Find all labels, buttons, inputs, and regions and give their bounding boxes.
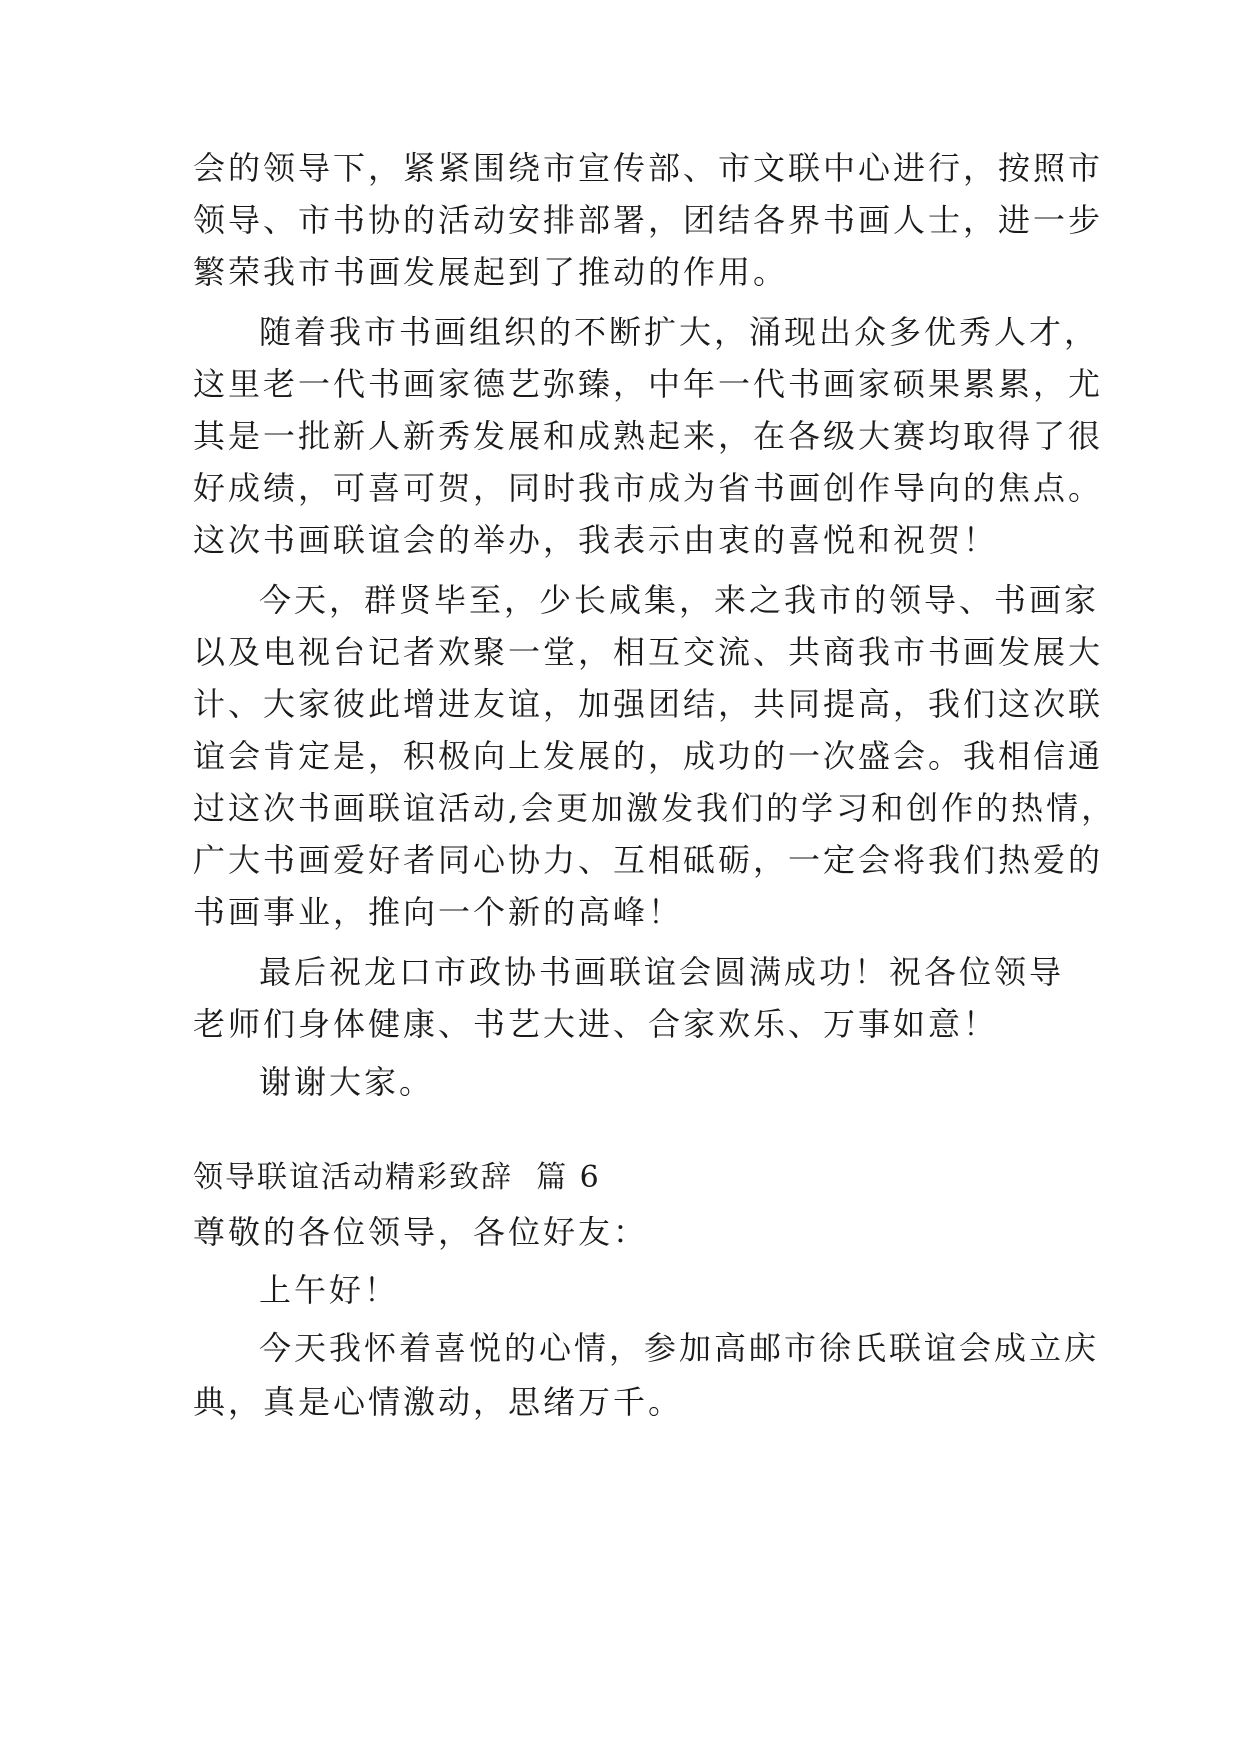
text-line: 典，真是心情激动，思绪万千。	[193, 1383, 684, 1421]
text-line: 谊会肯定是，积极向上发展的，成功的一次盛会。我相信通	[193, 737, 1104, 775]
section-heading: 领导联谊活动精彩致辞 篇 6	[193, 1160, 601, 1195]
text-line: 过这次书画联谊活动,会更加激发我们的学习和创作的热情，	[193, 789, 1117, 827]
text-line: 其是一批新人新秀发展和成熟起来，在各级大赛均取得了很	[193, 417, 1104, 455]
text-line: 计、大家彼此增进友谊，加强团结，共同提高，我们这次联	[193, 685, 1104, 723]
salutation: 尊敬的各位领导，各位好友：	[193, 1213, 649, 1251]
text-line: 老师们身体健康、书艺大进、合家欢乐、万事如意！	[193, 1005, 999, 1043]
text-line: 这次书画联谊会的举办，我表示由衷的喜悦和祝贺！	[193, 521, 999, 559]
text-line: 以及电视台记者欢聚一堂，相互交流、共商我市书画发展大	[193, 633, 1104, 671]
text-line: 会的领导下，紧紧围绕市宣传部、市文联中心进行，按照市	[193, 149, 1104, 187]
text-line: 广大书画爱好者同心协力、互相砥砺，一定会将我们热爱的	[193, 841, 1104, 879]
text-line: 今天我怀着喜悦的心情，参加高邮市徐氏联谊会成立庆	[259, 1329, 1100, 1367]
text-line: 今天，群贤毕至，少长咸集，来之我市的领导、书画家	[259, 581, 1100, 619]
text-line: 书画事业，推向一个新的高峰！	[193, 893, 684, 931]
text-line: 繁荣我市书画发展起到了推动的作用。	[193, 253, 789, 291]
text-line: 随着我市书画组织的不断扩大，涌现出众多优秀人才，	[259, 313, 1100, 351]
text-line: 好成绩，可喜可贺，同时我市成为省书画创作导向的焦点。	[193, 469, 1104, 507]
text-line: 这里老一代书画家德艺弥臻，中年一代书画家硕果累累，尤	[193, 365, 1104, 403]
text-line: 领导、市书协的活动安排部署，团结各界书画人士，进一步	[193, 201, 1104, 239]
closing-thanks: 谢谢大家。	[259, 1063, 435, 1101]
greeting: 上午好！	[259, 1271, 400, 1309]
text-line: 最后祝龙口市政协书画联谊会圆满成功！祝各位领导	[259, 953, 1065, 991]
